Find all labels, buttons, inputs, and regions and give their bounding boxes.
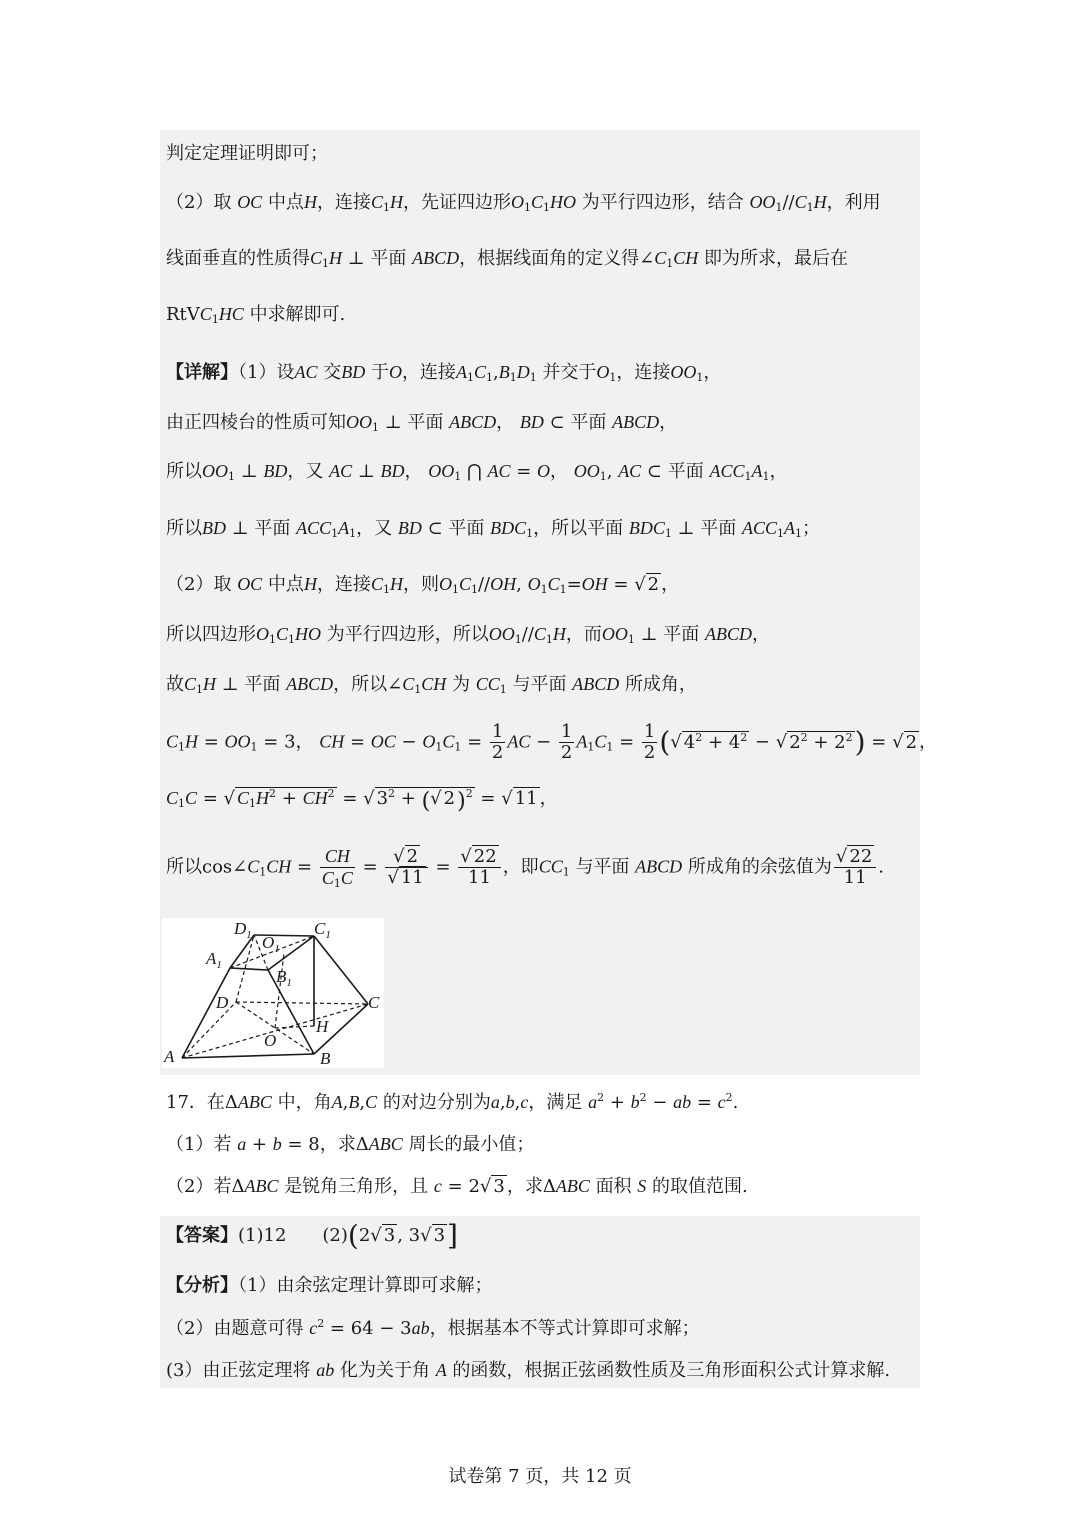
analysis-line-4: RtVC$_1$HC 中求解即可. — [166, 304, 346, 326]
fig-label-d1: $D_1$ — [234, 919, 252, 941]
fig-label-b: B — [320, 1049, 331, 1068]
analysis-line-3: 线面垂直的性质得$C_1H$ ⊥ 平面 ABCD，根据线面角的定义得$\angle C_1CH$ 即为所求，最后在 — [166, 248, 848, 270]
detail-label: 【详解】 — [166, 362, 238, 383]
detail-line-7: 故$C_1H$ ⊥ 平面 ABCD，所以$\angle C_1CH$ 为 $CC_1$ 与平面 ABCD 所成角， — [166, 674, 697, 696]
fig-label-c: C — [368, 993, 380, 1012]
detail-line-6: 所以四边形$O_1C_1HO$ 为平行四边形，所以$OO_1//C_1H$，而$OO_1$ ⊥ 平面 ABCD， — [166, 624, 771, 646]
fig-label-c1: $C_1$ — [314, 919, 331, 941]
q17-stem: 17．在ΔABC 中，角A,B,C 的对边分别为a,b,c，满足 $a^2 + b^2$ − ab = $c^2$. — [166, 1091, 739, 1113]
page-footer: 试卷第 7 页，共 12 页 — [448, 1466, 632, 1487]
answer-label: 【答案】 — [166, 1225, 238, 1246]
analysis-17-line-3: (3）由正弦定理将 ab 化为关于角 A 的函数，根据正弦函数性质及三角形面积公式计算求解. — [166, 1360, 891, 1381]
detail-line-2: 由正四棱台的性质可知$OO_1$ ⊥ 平面 ABCD， BD ⊂ 平面 ABCD， — [166, 412, 678, 434]
detail-line-9: $C_1C$ = √ $C_1H^2 + CH^2$ = √ $3^2$ + (√ 2)$^2$ = √ 11 ， — [166, 787, 558, 814]
answer-line: 【答案】(1)12 (2)(2√ 3 , 3√ 3] — [166, 1219, 458, 1252]
fig-label-o: O — [264, 1031, 277, 1050]
analysis-17-line-1: 【分析】（1）由余弦定理计算即可求解； — [166, 1275, 493, 1296]
detail-line-3: 所以$OO_1$ ⊥ BD，又 AC ⊥ BD， $OO_1$ ⋂ AC = O， $OO_1$, AC ⊂ 平面 $ACC_1A_1$， — [166, 461, 788, 483]
frustum-figure — [162, 918, 384, 1068]
q17-sub2: （2）若ΔABC 是锐角三角形，且 c = 2√ 3 ，求ΔABC 面积 S 的取值范围. — [166, 1176, 748, 1197]
fig-label-h: H — [316, 1017, 329, 1036]
detail-line-4: 所以BD ⊥ 平面 $ACC_1A_1$，又 BD ⊂ 平面 $BDC_1$，所以平面 $BDC_1$ ⊥ 平面 $ACC_1A_1$； — [166, 518, 820, 540]
detail-line-10: 所以$\cos\angle C_1CH$ = $\frac{CH}{C_1C}$ = $\frac{√ 2}{√ 11}$ = $\frac{√ 22}{11}$ ，即$CC_1$ 与平面 ABCD 所成角的余弦值为 $\frac{√ 22}{11}$ . — [166, 846, 885, 890]
detail-line-1: 【详解】（1）设AC 交BD 于O，连接$A_1C_1,B_1D_1$ 并交于$O_1$，连接$OO_1$， — [166, 362, 722, 384]
q17-sub1: （1）若 a + b = 8，求ΔABC 周长的最小值； — [166, 1134, 535, 1155]
fig-label-a: A — [164, 1047, 175, 1066]
analysis-line-1: 判定定理证明即可； — [166, 143, 328, 164]
analysis-label: 【分析】 — [166, 1275, 238, 1296]
detail-line-5: （2）取 OC 中点H，连接$C_1H$，则$O_1C_1//OH$, $O_1C_1=OH$ = √ 2 ， — [166, 574, 680, 596]
analysis-line-2: （2）取 OC 中点H，连接$C_1H$，先证四边形$O_1C_1HO$ 为平行四边形，结合 $OO_1//C_1H$，利用 — [166, 192, 881, 214]
fig-label-d: D — [216, 993, 229, 1012]
detail-line-8: $C_1H = OO_1 = 3$， CH = OC − $O_1C_1$ = $\frac{1}{2}$ AC − $\frac{1}{2}$ $A_1C_1$ = $\frac{1}{2}$ (√ $4^2 + 4^2$ − √ $2^2 + 2^2$) = √ 2 ， — [166, 721, 938, 763]
fig-label-b1: $B_1$ — [276, 967, 292, 989]
analysis-17-line-2: （2）由题意可得 $c^2 = 64 - 3ab$，根据基本不等式计算即可求解； — [166, 1317, 700, 1339]
fig-label-a1: $A_1$ — [206, 949, 222, 971]
fig-label-o1: $O_1$ — [262, 933, 280, 955]
